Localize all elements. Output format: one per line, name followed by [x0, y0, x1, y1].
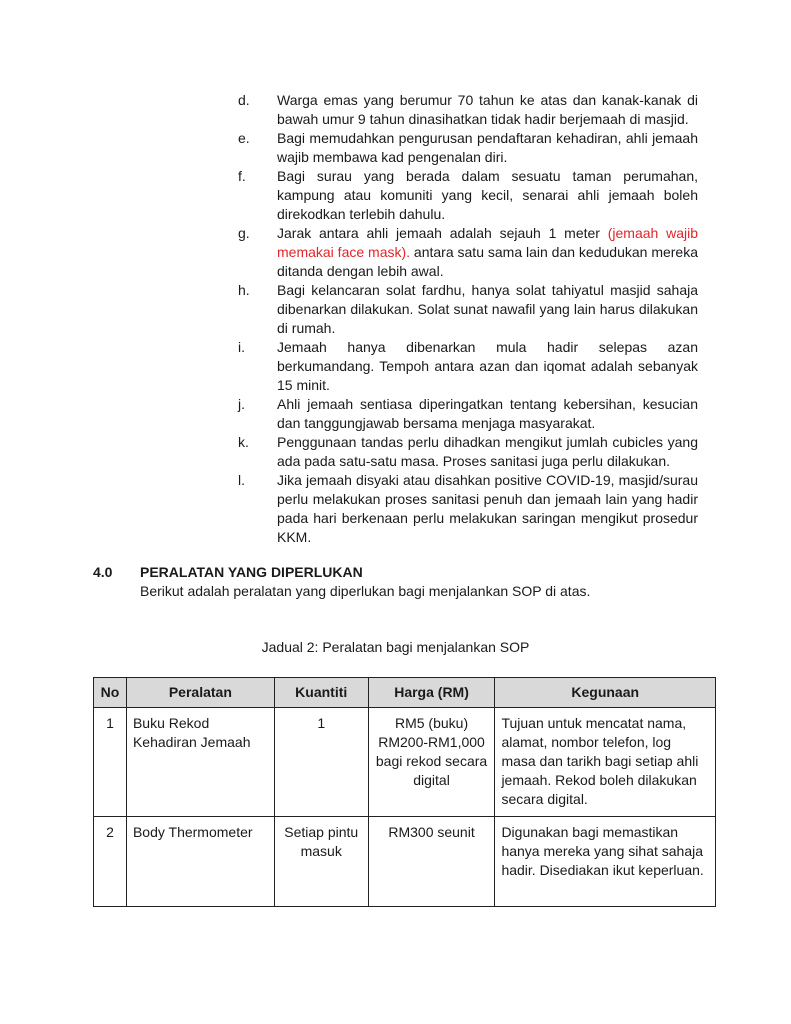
list-item-d [238, 91, 698, 129]
price-line: RM200-RM1,000 bagi rekod secara digital [375, 734, 488, 788]
header-quantity: Kuantiti [274, 678, 368, 708]
section-heading [93, 563, 713, 582]
list-text: Penggunaan tandas perlu dihadkan mengikut jumlah cubicles yang ada pada satu-satu masa. Proses sanitasi juga perlu dilakukan. [277, 434, 698, 469]
list-text-part: antara satu sama lain dan kedudukan mereka ditanda dengan lebih awal. [277, 244, 699, 279]
list-text: Bagi memudahkan pengurusan pendaftaran kehadiran, ahli jemaah wajib membawa kad pengenalan diri. [277, 130, 698, 165]
section-intro: Berikut adalah peralatan yang diperlukan bagi menjalankan SOP di atas. [140, 583, 591, 599]
table-caption-text: Jadual 2: Peralatan bagi menjalankan SOP [261, 639, 530, 655]
header-no: No [94, 678, 127, 708]
list-text: Bagi surau yang berada dalam sesuatu taman perumahan, kampung atau komuniti yang kecil, senarai ahli jemaah boleh direkodkan terlebih dahulu. [277, 168, 698, 222]
list-marker: h. [238, 282, 250, 298]
list-item-e [238, 129, 698, 167]
header-usage: Kegunaan [495, 678, 716, 708]
list-text: Warga emas yang berumur 70 tahun ke atas dan kanak-kanak di bawah umur 9 tahun dinasihatkan tidak hadir berjemaah di masjid. [277, 92, 698, 127]
list-marker: l. [238, 472, 245, 488]
cell-usage: Tujuan untuk mencatat nama, alamat, nombor telefon, log masa dan tarikh bagi setiap ahli jemaah. Rekod boleh dilakukan secara digital. [495, 708, 716, 817]
list-item-g [238, 224, 698, 281]
cell-quantity: Setiap pintu masuk [274, 817, 368, 907]
list-item-j [238, 395, 698, 433]
table-header-row [94, 678, 716, 708]
list-item-k [238, 433, 698, 471]
cell-price [368, 817, 495, 907]
list-marker: e. [238, 130, 250, 146]
mask-requirement-highlight: (jemaah wajib memakai face mask). [277, 225, 698, 260]
list-marker: d. [238, 92, 250, 108]
list-marker: g. [238, 225, 250, 241]
list-marker: f. [238, 168, 246, 184]
list-item-f [238, 167, 698, 224]
list-marker: j. [238, 396, 245, 412]
section-title: PERALATAN YANG DIPERLUKAN [140, 564, 363, 580]
list-text: Jemaah hanya dibenarkan mula hadir selepas azan berkumandang. Tempoh antara azan dan iqomat adalah sebanyak 15 minit. [277, 339, 698, 393]
equipment-table [93, 677, 716, 907]
list-text: Ahli jemaah sentiasa diperingatkan tentang kebersihan, kesucian dan tanggungjawab bersama menjaga masyarakat. [277, 396, 698, 431]
header-price: Harga (RM) [368, 678, 495, 708]
table-caption [0, 638, 791, 657]
list-item-i [238, 338, 698, 395]
cell-no: 1 [94, 708, 127, 817]
list-item-l [238, 471, 698, 547]
list-text-part: Jarak antara ahli jemaah adalah sejauh 1 meter [277, 225, 608, 241]
cell-no: 2 [94, 817, 127, 907]
section-equipment [93, 563, 713, 601]
list-marker: k. [238, 434, 249, 450]
table-row [94, 817, 716, 907]
list-marker: i. [238, 339, 245, 355]
list-text: Bagi kelancaran solat fardhu, hanya solat tahiyatul masjid sahaja dibenarkan dilakukan. Solat sunat nawafil yang lain harus dilakukan di rumah. [277, 282, 698, 336]
cell-usage: Digunakan bagi memastikan hanya mereka yang sihat sahaja hadir. Disediakan ikut keperluan. [495, 817, 716, 907]
section-number: 4.0 [93, 564, 113, 580]
guideline-list [238, 91, 698, 547]
list-text [277, 224, 698, 281]
cell-equipment: Body Thermometer [126, 817, 274, 907]
cell-equipment: Buku Rekod Kehadiran Jemaah [126, 708, 274, 817]
cell-price [368, 708, 495, 817]
list-item-h [238, 281, 698, 338]
cell-quantity: 1 [274, 708, 368, 817]
table-row [94, 708, 716, 817]
price-line: RM5 (buku) [394, 715, 469, 731]
price-line: RM300 seunit [388, 824, 475, 840]
list-text: Jika jemaah disyaki atau disahkan positive COVID-19, masjid/surau perlu melakukan proses sanitasi penuh dan jemaah lain yang hadir pada hari berkenaan perlu melakukan saringan mengikut prosedur KKM. [277, 472, 698, 545]
header-equipment: Peralatan [126, 678, 274, 708]
